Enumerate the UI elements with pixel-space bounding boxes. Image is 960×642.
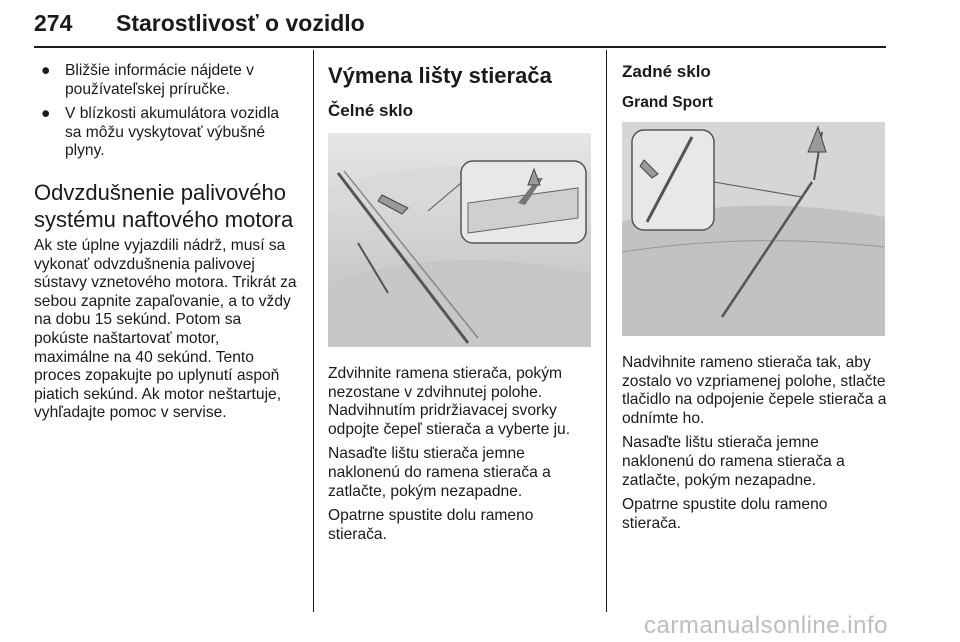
bullet-item: ● Bližšie informácie nájdete v používateľskej príručke. [41,62,254,98]
wiper-drawing [328,133,591,347]
paragraph: Nasaďte lištu stierača jemne naklonenú do ramena stierača a zatlačte, pokým nezapadne. [328,445,551,500]
column-divider-1 [313,50,314,612]
bullet-dot: ● [41,62,51,79]
bullet-list [34,62,298,161]
watermark: carmanualsonline.info [644,612,888,639]
paragraph: Nadvihnite rameno stierača tak, aby zostalo vo vzpriamenej polohe, stlačte tlačidlo na odpojenie čepele stierača a odnímte ho. [622,354,887,427]
bullet-dot: ● [41,105,51,123]
column-2 [328,62,596,550]
subsection-heading: Grand Sport [622,94,713,111]
bullet-item: ● V blízkosti akumulátora vozidla sa môžu vyskytovať výbušné plyny. [41,105,280,160]
header-rule [34,46,886,48]
paragraph: Zdvihnite ramena stierača, pokým nezostane v zdvihnutej polohe. Nadvihnutím pridržiavacej svorky odpojte čepeľ stierača a vyberte ju. [328,365,571,438]
rear-wiper-drawing [622,122,885,336]
column-divider-2 [606,50,607,612]
section-heading: Zadné sklo [622,62,711,81]
page-number: 274 [34,10,73,36]
column-1 [34,62,298,429]
section-heading: Výmena lišty stierača [328,63,552,88]
column-3 [622,62,888,539]
paragraph: Nasaďte lištu stierača jemne naklonenú do ramena stierača a zatlačte, pokým nezapadne. [622,434,845,489]
paragraph: Ak ste úplne vyjazdili nádrž, musí sa vykonať odvzdušnenia palivovej sústavy vznetového motora. Trikrát za sebou zapnite zapaľovanie, a to vždy na dobu 15 sekúnd. Potom sa pokúste naštartovať motor, maximálne na 40 sekúnd. Tento proces zopakujte po uplynutí aspoň piatich sekúnd. Ak motor neštartuje, vyhľadajte pomoc v servise. [34,236,297,422]
section-heading: Odvzdušnenie palivového systému naftového motora [34,179,294,232]
rear-wiper-illustration [622,122,885,336]
windscreen-wiper-illustration [328,133,591,347]
paragraph: Opatrne spustite dolu rameno stierača. [622,496,828,532]
paragraph: Opatrne spustite dolu rameno stierača. [328,507,534,543]
page-header [34,10,886,48]
section-title: Starostlivosť o vozidlo [116,10,365,36]
subsection-heading: Čelné sklo [328,101,414,120]
